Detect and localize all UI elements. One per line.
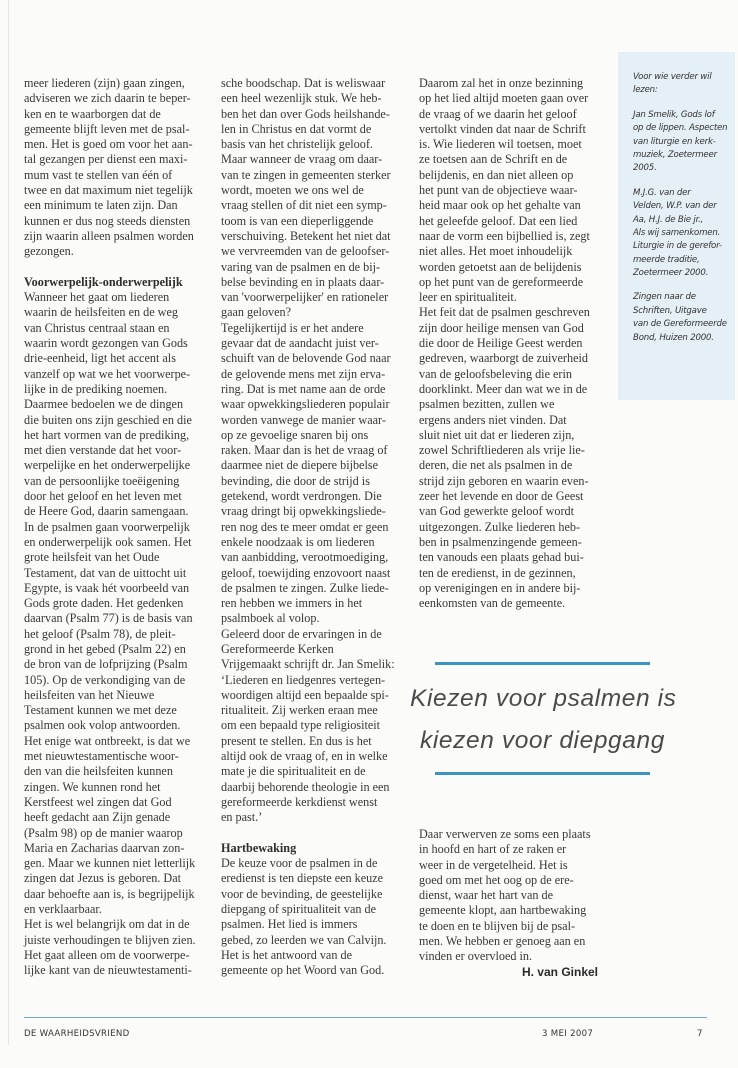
footer-page-number: 7 <box>697 1029 703 1039</box>
text-line: in hoofd en hart of ze raken er <box>419 842 567 857</box>
text-line: drie-eenheid, ligt het accent als <box>24 351 176 366</box>
text-line: goed om met het oog op de ere- <box>419 872 574 887</box>
text-line: men. Het is goed om voor het aan- <box>24 137 193 152</box>
text-line: Daarmee bedoelen we de dingen <box>24 397 184 412</box>
text-line: om een bepaald type religiositeit <box>221 718 381 733</box>
section-heading: Voorwerpelijk-onderwerpelijk <box>24 274 183 289</box>
text-line: grote heilsfeit van het Oude <box>24 550 160 565</box>
text-line: niet alles. Het moet inhoudelijk <box>419 244 573 259</box>
text-line: ren hebben we immers in het <box>221 596 363 611</box>
text-line: meer liederen (zijn) gaan zingen, <box>24 76 185 90</box>
pullquote-line: Kiezen voor psalmen is <box>410 685 677 712</box>
text-line: tal gezangen per dienst een maxi- <box>24 152 188 167</box>
text-line: te doen en te blijven bij de psal- <box>419 918 576 933</box>
text-line: Het is het antwoord van de <box>221 947 352 962</box>
sidebar-line: Zoetermeer 2000. <box>633 268 709 279</box>
text-line: op het lied altijd moeten gaan over <box>419 91 589 106</box>
text-line: ritualiteit. Zij werken eraan mee <box>221 703 378 718</box>
text-line: van Christus centraal staan en <box>24 320 170 335</box>
sidebar-line: Schriften, Uitgave <box>633 305 707 316</box>
text-line: geloof, toewijding enzovoort naast <box>221 565 391 580</box>
page-edge-line <box>8 0 9 1045</box>
text-line: vraag stellen of dit niet een symp- <box>221 198 387 213</box>
text-line: Vrijgemaakt schrijft dr. Jan Smelik: <box>221 657 395 672</box>
pullquote-bottom-rule <box>435 772 650 775</box>
text-line: lijke in de prediking noemen. <box>24 381 168 396</box>
text-line: op ze gevoelige snaren bij ons <box>221 427 369 442</box>
text-line: In de psalmen gaan voorwerpelijk <box>24 519 190 534</box>
text-line: van God gewerkte geloof wordt <box>419 504 575 519</box>
text-line: varing van de psalmen en de bij- <box>221 259 381 274</box>
text-line: leer en spiritualiteit. <box>419 290 517 305</box>
text-line: lijke kant van de nieuwtestamenti- <box>24 963 192 978</box>
sidebar-line: Velden, W.P. van der <box>633 201 717 212</box>
text-line: worden getoetst aan de belijdenis <box>419 259 582 274</box>
text-line: psalmen ook volop antwoorden. <box>24 718 181 733</box>
text-line: het geloof (Psalm 78), de pleit- <box>24 626 176 641</box>
text-line: naar de vorm een bijbellied is, zegt <box>419 228 590 243</box>
further-reading-sidebar <box>618 52 735 400</box>
text-line: het geleefde geloof. Dat een lied <box>419 213 578 228</box>
text-line: worden vanwege de manier waar- <box>221 412 386 427</box>
text-line: getekend, wordt verdrongen. Die <box>221 489 382 504</box>
text-line: heeft gedacht aan Zijn genade <box>24 810 171 825</box>
text-line: belse bevinding en in plaats daar- <box>221 274 385 289</box>
text-line: zingen. We kunnen rond het <box>24 779 161 794</box>
text-line: ben in psalmenzingende gemeen- <box>419 534 582 549</box>
text-line: sluit niet uit dat er liederen zijn, <box>419 427 575 442</box>
text-line: psalmboek al volop. <box>221 611 320 626</box>
text-line: adviseren we zich daarin te beper- <box>24 91 191 106</box>
text-line: enkele noodzaak is om liederen <box>221 534 375 549</box>
text-line: waarin wordt gezongen van Gods <box>24 336 188 351</box>
text-line: zijn door heilige mensen van God <box>419 320 584 335</box>
article-column-3-continued <box>419 827 599 980</box>
text-line: die door de Heilige Geest werden <box>419 336 583 351</box>
text-line: de vraag of we daarin het geloof <box>419 106 577 121</box>
pullquote-line: kiezen voor diepgang <box>420 727 665 754</box>
text-line: raken. Maar dan is het de vraag of <box>221 443 388 458</box>
text-line: ten de eredienst, in de gezinnen, <box>419 565 576 580</box>
text-line: men. We hebben er genoeg aan en <box>419 934 586 949</box>
sidebar-line: M.J.G. van der <box>633 187 691 198</box>
text-line: gevaar dat de aandacht juist ver- <box>221 336 379 351</box>
section-heading: Hartbewaking <box>221 840 297 855</box>
text-line: van de geloofsbeleving die erin <box>419 366 572 381</box>
text-line: daar behoefte aan is, is begrijpelijk <box>24 886 195 901</box>
text-line: Wanneer het gaat om liederen <box>24 290 170 305</box>
paragraph-gap <box>633 280 727 291</box>
text-line: gebed, zo leerden we van Calvijn. <box>221 932 387 947</box>
text-line: gen. Maar we kunnen niet letterlijk <box>24 856 196 871</box>
text-line: Testament kunnen we met deze <box>24 703 177 718</box>
footer-publication: DE WAARHEIDSVRIEND <box>24 1029 130 1039</box>
text-line: waar opwekkingsliederen populair <box>221 397 390 412</box>
text-line: gereformeerde kerkdienst wenst <box>221 794 378 809</box>
text-line: zijn waarin alleen psalmen worden <box>24 228 194 243</box>
text-line: van te zingen in gemeenten sterker <box>221 167 391 182</box>
text-line: ben het dan over Gods heilshande- <box>221 106 390 121</box>
text-line: op het punt van de gereformeerde <box>419 274 584 289</box>
text-line: grond in het gebed (Psalm 22) en <box>24 641 186 656</box>
text-line: Daarom zal het in onze bezinning <box>419 76 584 90</box>
paragraph-gap <box>24 260 204 275</box>
article-column-3 <box>419 76 599 611</box>
sidebar-line: op de lippen. Aspecten <box>633 123 728 134</box>
footer-date: 3 MEI 2007 <box>542 1029 594 1039</box>
text-line: Het enige wat ontbreekt, is dat we <box>24 733 191 748</box>
text-line: psalmen bezitten, zullen we <box>419 397 555 412</box>
text-line: ken en te waarborgen dat de <box>24 106 161 121</box>
text-line: ring. Dat is met name aan de orde <box>221 381 386 396</box>
text-line: (Psalm 98) op de manier waarop <box>24 825 183 840</box>
text-line: Het is wel belangrijk om dat in de <box>24 917 190 932</box>
text-line: wordt, moeten we ons wel de <box>221 183 364 198</box>
sidebar-line: Zingen naar de <box>633 292 696 303</box>
paragraph-gap <box>221 826 401 841</box>
text-line: schuift van de belovende God naar <box>221 351 391 366</box>
text-line: Testament, dat van de uittocht uit <box>24 565 187 580</box>
pullquote-top-rule <box>435 662 650 665</box>
text-line: Egypte, is vaak hét voorbeeld van <box>24 580 190 595</box>
footer-rule <box>24 1017 707 1018</box>
text-line: doorklinkt. Meer dan wat we in de <box>419 381 588 396</box>
text-line: waarin de heilsfeiten en de weg <box>24 305 178 320</box>
text-line: Tegelijkertijd is er het andere <box>221 320 364 335</box>
text-line: sche boodschap. Dat is weliswaar <box>221 76 386 90</box>
text-line: werpelijke en het onderwerpelijke <box>24 458 191 473</box>
text-line: een heel wezenlijk stuk. We heb- <box>221 91 382 106</box>
text-line: de bron van de lofprijzing (Psalm <box>24 657 188 672</box>
text-line: bevinding, die door de strijd is <box>221 473 370 488</box>
text-line: en verklaarbaar. <box>24 902 102 917</box>
text-line: die buiten ons zijn geschied en die <box>24 412 192 427</box>
text-line: Daar verwerven ze soms een plaats <box>419 827 591 841</box>
sidebar-line: Jan Smelik, Gods lof <box>633 109 715 120</box>
text-line: basis van het christelijk geloof. <box>221 137 373 152</box>
text-line: met dien verstande dat het voor- <box>24 443 182 458</box>
text-line: de psalmen te zingen. Zulke liede- <box>221 580 389 595</box>
sidebar-line: lezen: <box>633 85 658 96</box>
sidebar-line: Bond, Huizen 2000. <box>633 332 714 343</box>
text-line: Gods grote daden. Het gedenken <box>24 596 184 611</box>
text-line: het hart vormen van de prediking, <box>24 427 190 442</box>
text-line: we vervreemden van de geloofser- <box>221 244 390 259</box>
text-line: verschuiving. Betekent het niet dat <box>221 228 391 243</box>
text-line: het punt van de objectieve waar- <box>419 183 578 198</box>
text-line: door het geloof en het leven met <box>24 489 182 504</box>
text-line: op verenigingen en in andere bij- <box>419 580 581 595</box>
text-line: Gereformeerde Kerken <box>221 641 334 656</box>
sidebar-line: Aa, H.J. de Bie jr., <box>633 214 704 225</box>
text-line: zeer het levende en door de Geest <box>419 489 584 504</box>
text-line: mate je die spiritualiteit en de <box>221 764 366 779</box>
author-signature: H. van Ginkel <box>521 964 598 979</box>
text-line: is. Wie liederen wil toetsen, moet <box>419 137 582 152</box>
text-line: gaan geloven? <box>221 305 292 320</box>
text-line: den van die heilsfeiten kunnen <box>24 764 173 779</box>
text-line: mum vast te stellen van één of <box>24 167 173 182</box>
text-line: met nieuwtestamentische woor- <box>24 749 179 764</box>
text-line: len in Christus en dat vormt de <box>221 121 372 136</box>
text-line: zowel Schriftliederen als vrije lie- <box>419 443 585 458</box>
text-line: Maria en Zacharias daarvan zon- <box>24 840 185 855</box>
text-line: daarbij behorende theologie in een <box>221 779 390 794</box>
text-line: toom is van een dieperliggende <box>221 213 374 228</box>
text-line: Kerstfeest wel zingen dat God <box>24 794 172 809</box>
text-line: gedreven, waarborgt de zuiverheid <box>419 351 588 366</box>
text-line: gemeente blijft leven met de psal- <box>24 121 190 136</box>
sidebar-line: 2005. <box>633 163 657 174</box>
article-column-2 <box>221 76 401 979</box>
sidebar-line: Als wij samenkomen. <box>633 227 721 238</box>
text-line: Geleerd door de ervaringen in de <box>221 626 382 641</box>
text-line: van 'voorwerpelijker' en rationeler <box>221 290 389 305</box>
text-line: diepgang of spiritualiteit van de <box>221 902 377 917</box>
sidebar-line: Liturgie in de gerefor- <box>633 241 722 252</box>
text-line: Maar wanneer de vraag om daar- <box>221 152 383 167</box>
text-line: zingen dat Jezus is geboren. Dat <box>24 871 182 886</box>
article-column-1 <box>24 76 204 979</box>
text-line: Het feit dat de psalmen geschreven <box>419 305 590 320</box>
text-line: ren nog des te meer omdat er geen <box>221 519 389 534</box>
text-line: twee en dat maximum niet tegelijk <box>24 183 193 198</box>
text-line: een minimum te laten zijn. Dan <box>24 198 178 213</box>
text-line: kunnen er dus nog steeds diensten <box>24 213 191 228</box>
text-line: ten vanouds een plaats gehad bui- <box>419 550 584 565</box>
text-line: de Heere God, daarin samengaan. <box>24 504 189 519</box>
text-line: vertolkt vinden dat naar de Schrift <box>419 121 586 136</box>
paragraph-gap <box>633 98 727 109</box>
further-reading-text <box>633 71 727 345</box>
text-line: gezongen. <box>24 244 74 259</box>
text-line: woordigen altijd een bepaalde spi- <box>221 687 389 702</box>
text-line: eredienst is ten diepste een keuze <box>221 871 384 886</box>
text-line: en onderwerpelijk ook samen. Het <box>24 534 192 549</box>
text-line: vinden er overvloed in. <box>419 949 533 964</box>
text-line: juiste verhoudingen te blijven zien. <box>24 932 196 947</box>
sidebar-line: meerde traditie, <box>633 254 700 265</box>
text-line: van aanbidding, verootmoediging, <box>221 550 389 565</box>
text-line: De keuze voor de psalmen in de <box>221 856 378 871</box>
text-line: deren, die net als psalmen in de <box>419 458 573 473</box>
text-line: weer in de vergetelheid. Het is <box>419 857 568 872</box>
paragraph-gap <box>633 176 727 187</box>
text-line: strijd zijn geboren en waarin even- <box>419 473 589 488</box>
text-line: daarvan (Psalm 77) is de basis van <box>24 611 193 626</box>
text-line: de gelovende mens met zijn erva- <box>221 366 386 381</box>
text-line: vraag dringt bij opwekkingsliede- <box>221 504 386 519</box>
text-line: dienst, waar het hart van de <box>419 888 554 903</box>
text-line: ze toetsen aan de Schrift en de <box>419 152 568 167</box>
text-line: uitgezongen. Zulke liederen heb- <box>419 519 581 534</box>
text-line: present te stellen. En dus is het <box>221 733 372 748</box>
text-line: psalmen. Het lied is immers <box>221 917 358 932</box>
text-line: van de persoonlijke toeëigening <box>24 473 180 488</box>
sidebar-line: Voor wie verder wil <box>633 72 712 82</box>
sidebar-line: van liturgie en kerk- <box>633 136 716 147</box>
text-line: daarmee niet de diepere bijbelse <box>221 458 379 473</box>
pullquote <box>410 678 675 762</box>
text-line: 105). Op de verkondiging van de <box>24 672 186 687</box>
text-line: gemeente klopt, aan hartbewaking <box>419 903 587 918</box>
text-line: gemeente op het Woord van God. <box>221 963 385 978</box>
sidebar-line: van de Gereformeerde <box>633 319 727 330</box>
text-line: belijdenis, en dan niet alleen op <box>419 167 574 182</box>
text-line: en past.’ <box>221 810 263 825</box>
text-line: heilsfeiten van het Nieuwe <box>24 687 155 702</box>
text-line: ergens anders niet vinden. Dat <box>419 412 567 427</box>
text-line: ‘Liederen en liedgenres vertegen- <box>221 672 386 687</box>
text-line: vanzelf op wat we het voorwerpe- <box>24 366 191 381</box>
sidebar-line: muziek, Zoetermeer <box>633 149 717 160</box>
text-line: heid maar ook op het gehalte van <box>419 198 581 213</box>
text-line: Het gaat alleen om de voorwerpe- <box>24 947 190 962</box>
text-line: voor de bevinding, de geestelijke <box>221 886 383 901</box>
text-line: altijd ook de vraag of, en in welke <box>221 749 388 764</box>
text-line: eenkomsten van de gemeente. <box>419 596 566 611</box>
